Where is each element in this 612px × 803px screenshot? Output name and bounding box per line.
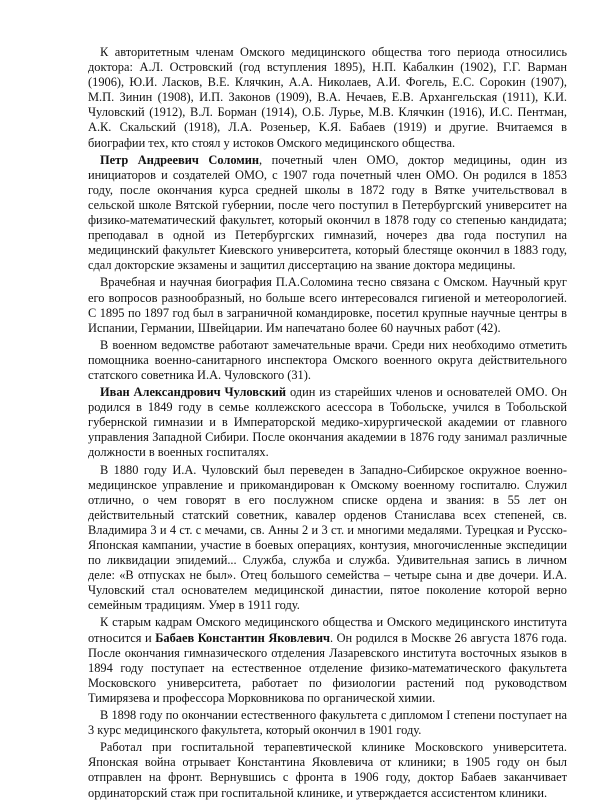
paragraph-babaev <box>88 615 567 706</box>
person-name-chulovsky: Иван Александрович Чуловский <box>100 385 287 400</box>
paragraph-solomin <box>88 153 567 274</box>
paragraph-text: . Он родился в Москве 26 августа 1876 года. После окончания гимназического отделения Лазаревского института восточных языков в 1894 году поступает на естественное отделение физико-математического факультета Московского университета, работает по физиологии растений под руководством Тимирязева и профессора Морковникова по органической химии. <box>88 630 567 705</box>
paragraph-text: Врачебная и научная биография П.А.Соломина тесно связана с Омском. Научный круг его вопросов разнообразный, но больше всего интересовался гигиеной и метеорологией. С 1895 по 1897 год был в заграничной командировке, посетил крупные научные центры в Испании, Германии, Швейцарии. Им напечатано более 60 научных работ (42). <box>88 275 567 335</box>
paragraph-intro <box>88 45 567 151</box>
paragraph-text: В 1880 году И.А. Чуловский был переведен в Западно-Сибирское окружное военно-медицинское управление и прикомандирован к Омскому военному госпиталю. Служил отлично, о чем говорят в его послужном списке ордена и звания: в 55 лет он действительный статский советник, кавалер орденов Станислава всех степеней, св. Владимира 3 и 4 ст. с мечами, св. Анны 2 и 3 ст. и многими медалями. Турецкая и Русско-Японская кампании, участие в боевых операциях, контузия, многочисленные экспедиции по ликвидации эпидемий... Служба, служба и служба. Удивительная запись в личном деле: «В отпусках не был». Отец большого семейства – четыре сына и две дочери. И.А. Чуловский стал основателем медицинской династии, пятое поколение которой верно семейным традициям. Умер в 1911 году. <box>88 462 567 613</box>
paragraph-military-doctors <box>88 338 567 383</box>
paragraph-solomin-biography <box>88 275 567 335</box>
paragraph-text: В 1898 году по окончании естественного факультета с дипломом I степени поступает на 3 курс медицинского факультета, который окончил в 1901 году. <box>88 708 567 738</box>
paragraph-chulovsky-service <box>88 463 567 614</box>
paragraph-text: К старым кадрам Омского медицинского общества и Омского медицинского института относится и <box>88 615 567 645</box>
paragraph-babaev-education <box>88 708 567 738</box>
person-name-solomin: Петр Андреевич Соломин <box>100 152 260 167</box>
document-page <box>88 45 567 803</box>
paragraph-chulovsky <box>88 385 567 460</box>
paragraph-text: Работал при госпитальной терапевтической клинике Московского университета. Японская война отрывает Константина Яковлевича от клиники; в 1905 году он был отправлен на фронт. Вернувшись с фронта в 1906 году, доктор Бабаев заканчивает ординаторский стаж при госпитальной клинике, и утверждается ассистентом клиники. <box>88 740 567 800</box>
paragraph-text: В военном ведомстве работают замечательные врачи. Среди них необходимо отметить помощника военно-санитарного инспектора Омского военного округа действительного статского советника И.А. Чуловского (31). <box>88 337 567 382</box>
person-name-babaev: Бабаев Константин Яковлевич <box>155 630 330 645</box>
paragraph-text: один из старейших членов и основателей ОМО. Он родился в 1849 году в семье коллежского асессора в Тобольске, учился в Тобольской губернской гимназии и в Императорской медико-хирургической академии от главного управления Западной Сибири. После окончания академии в 1876 году занимал различные должности в военных госпиталях. <box>88 385 567 460</box>
paragraph-text: , почетный член ОМО, доктор медицины, один из инициаторов и создателей ОМО, с 1907 года почетный член ОМО. Он родился в 1853 году, после окончания курса средней школы в 1872 году в Вятке учительствовал в сельской школе Вятской губернии, после чего поступил в Петербургский университет на физико-математический факультет, который окончил в 1878 году со степенью кандидата; преподавал в одной из Петербургских гимназий, ночерез два года поступил на медицинский факультет Киевского университета, который блестяще окончил в 1883 году, сдал докторские экзамены и защитил диссертацию на звание доктора медицины. <box>88 152 567 273</box>
paragraph-text: К авторитетным членам Омского медицинского общества того периода относились доктора: А.Л. Островский (год вступления 1895), Н.П. Кабалкин (1902), Г.Г. Варман (1906), Ю.И. Ласков, В.Е. Клячкин, А.А. Николаев, А.И. Фогель, Е.С. Сорокин (1907), М.П. Зинин (1908), И.П. Законов (1909), В.А. Нечаев, Е.В. Архангельская (1911), К.И. Чуловский (1912), В.Л. Борман (1914), О.Б. Лурье, М.В. Клячкин (1916), И.С. Пентман, А.К. Скальский (1918), Л.А. Розеньер, К.Я. Бабаев (1919) и другие. Вчитаемся в биографии тех, кто стоял у истоков Омского медицинского общества. <box>88 45 567 150</box>
